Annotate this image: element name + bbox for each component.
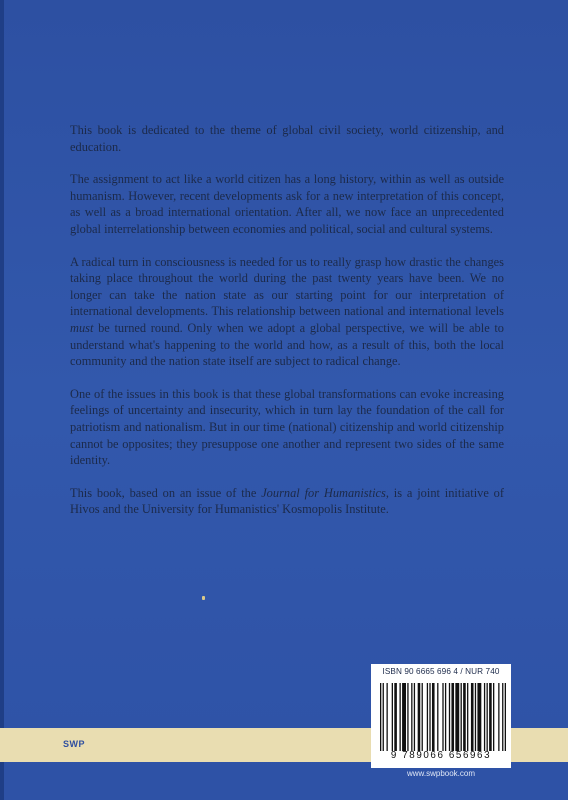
paragraph-1: This book is dedicated to the theme of global civil society, world citizenship, and education. bbox=[70, 123, 504, 154]
spine-edge bbox=[0, 0, 4, 800]
barcode-bar bbox=[427, 683, 428, 751]
website-url: www.swpbook.com bbox=[406, 769, 476, 778]
barcode-bar bbox=[399, 683, 400, 751]
paragraph-5-start: This book, based on an issue of the bbox=[70, 485, 262, 500]
barcode-bar bbox=[484, 683, 485, 751]
barcode-bar bbox=[451, 683, 454, 751]
barcode-digits: 9 789066 656963 bbox=[390, 750, 492, 761]
barcode-bar bbox=[467, 683, 468, 751]
barcode-bar bbox=[392, 683, 393, 751]
barcode bbox=[380, 683, 506, 751]
barcode-bar bbox=[498, 683, 499, 751]
barcode-bar bbox=[429, 683, 430, 751]
paragraph-2: The assignment to act like a world citizen has a long history, within as well as outside humanism. However, recent developments ask for a new interpretation of this concept, as well as a broad international orientation. After all, we now face an unprecedented global interrelationship between economies and political, social and cultural systems. bbox=[70, 172, 504, 236]
barcode-bar bbox=[477, 683, 481, 751]
paragraph-3 bbox=[70, 254, 504, 370]
barcode-bar bbox=[414, 683, 415, 751]
barcode-bar bbox=[407, 683, 408, 751]
barcode-bar bbox=[380, 683, 381, 751]
barcode-bar bbox=[402, 683, 406, 751]
barcode-bar bbox=[487, 683, 488, 751]
isbn-text: ISBN 90 6665 696 4 / NUR 740 bbox=[382, 667, 500, 676]
barcode-bar bbox=[449, 683, 450, 751]
barcode-bar bbox=[394, 683, 397, 751]
barcode-bar bbox=[411, 683, 412, 751]
paragraph-3-start: A radical turn in consciousness is needed for us to really grasp how drastic the changes taking place throughout the world during the past twenty years have been. We no longer can take the nation state as our starting point for our interpretation of international developments. This relationship between national and international levels bbox=[70, 254, 504, 319]
paragraph-5 bbox=[70, 485, 504, 518]
barcode-bar bbox=[502, 683, 503, 751]
barcode-bar bbox=[418, 683, 421, 751]
barcode-bar bbox=[505, 683, 506, 751]
publisher-logo: SWP bbox=[63, 739, 86, 749]
barcode-bar bbox=[475, 683, 476, 751]
barcode-bar bbox=[432, 683, 435, 751]
barcode-bar bbox=[437, 683, 438, 751]
paragraph-4: One of the issues in this book is that these global transformations can evoke increasing feelings of uncertainty and insecurity, which in turn lay the foundation of the call for patriotism and nationalism. But in our time (national) citizenship and world citizenship cannot be opposites; they presuppose one another and represent two sides of the same identity. bbox=[70, 386, 504, 468]
barcode-bar bbox=[383, 683, 384, 751]
barcode-bar bbox=[489, 683, 492, 751]
barcode-bar bbox=[461, 683, 462, 751]
journal-title: Journal for Humanistics bbox=[261, 485, 386, 500]
print-speck bbox=[202, 596, 205, 600]
barcode-bar bbox=[455, 683, 459, 751]
barcode-bar bbox=[463, 683, 466, 751]
blurb-text bbox=[70, 122, 504, 534]
barcode-bar bbox=[442, 683, 443, 751]
paragraph-3-end: be turned round. Only when we adopt a global perspective, we will be able to understand what's happening to the world and how, as a result of this, both the local community and the nation state itself are subject to radical change. bbox=[70, 320, 504, 369]
barcode-bar bbox=[386, 683, 387, 751]
paragraph-3-emphasis: must bbox=[70, 320, 94, 335]
barcode-bar bbox=[422, 683, 423, 751]
barcode-bar bbox=[493, 683, 494, 751]
barcode-bar bbox=[445, 683, 446, 751]
paragraph-5-end: , is a joint initiative of Hivos and the University for Humanistics' Kosmopolis Institute. bbox=[70, 485, 505, 517]
barcode-bar bbox=[471, 683, 474, 751]
